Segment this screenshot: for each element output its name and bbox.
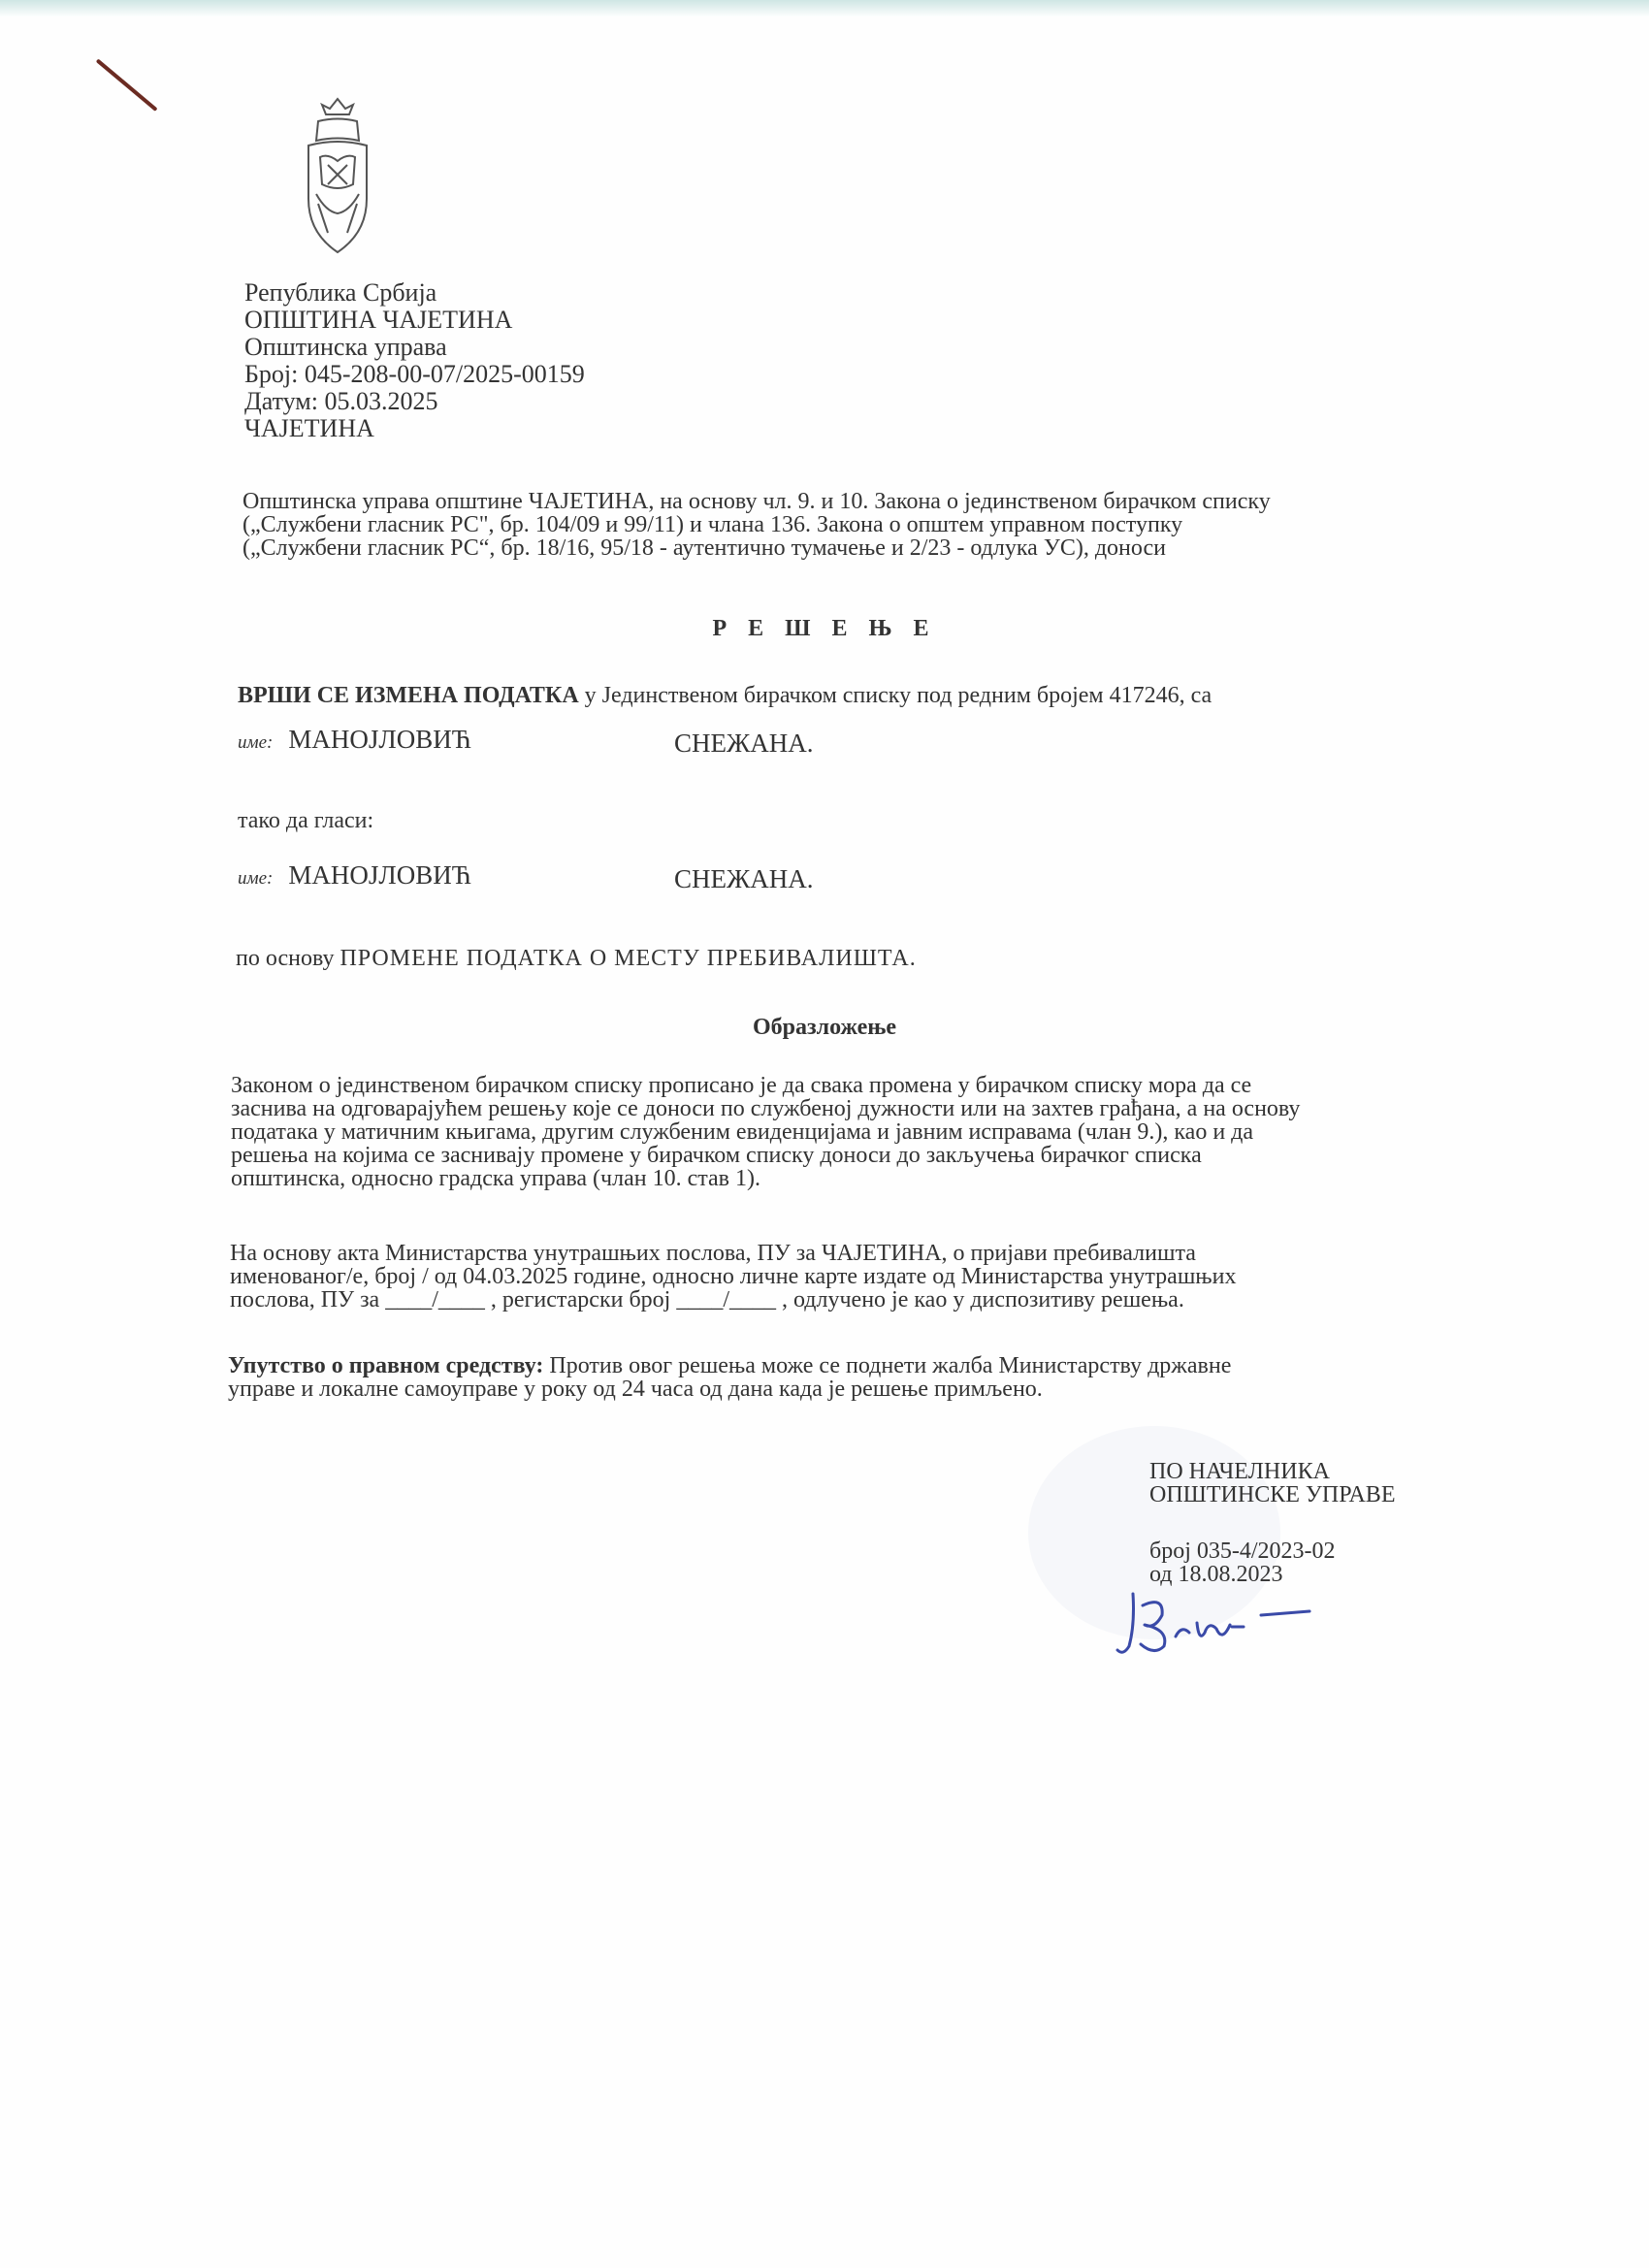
document-header: [244, 279, 585, 442]
reasoning-title: Образложење: [752, 1015, 897, 1040]
legal-remedy-line-2: управе и локалне самоуправе у року од 24 часа од дана када је решење примљено.: [228, 1377, 1043, 1402]
pen-mark: [96, 58, 158, 111]
coat-of-arms-icon: [299, 97, 376, 257]
intro-paragraph: [242, 490, 1467, 560]
intro-line-3: („Службени гласник РС“, бр. 18/16, 95/18 - аутентично тумачење и 2/23 - одлука УС), доноси: [242, 535, 1166, 561]
first-name-new-wrap: [674, 864, 813, 894]
signature-line-2: ОПШТИНСКЕ УПРАВЕ: [1149, 1482, 1396, 1507]
reasoning-p1-line-2: заснива на одговарајућем решењу које се доноси по службеној дужности или на захтев грађана, а на основу: [231, 1096, 1301, 1121]
basis-prefix: по основу: [236, 946, 340, 971]
reasoning-p1-line-3: података у матичним књигама, другим службеним евиденцијама и јавним исправама (члан 9.), као и да: [231, 1119, 1254, 1145]
old-name-line: [238, 725, 471, 755]
signature-line-1: ПО НАЧЕЛНИКА: [1149, 1459, 1330, 1484]
reasoning-p1-line-4: решења на којима се заснивају промене у бирачком списку доноси до закључења бирачког списка: [231, 1143, 1202, 1168]
decision-statement: [238, 683, 1212, 709]
scan-edge: [0, 0, 1649, 17]
header-administration: Општинска управа: [244, 333, 447, 361]
so-that-line: тако да гласи:: [238, 808, 374, 833]
reasoning-paragraph-2: [230, 1242, 1464, 1312]
reasoning-p2-line-2: именованог/е, број / од 04.03.2025 године, односно личне карте издате од Министарства унутрашњих: [230, 1264, 1237, 1289]
decision-title: Р Е Ш Е Њ Е: [712, 616, 937, 641]
reasoning-p1-line-5: општинска, односно градска управа (члан 10. став 1).: [231, 1166, 760, 1191]
name-label-old: име:: [238, 732, 274, 753]
basis-bold: ПРОМЕНЕ ПОДАТКА О МЕСТУ ПРЕБИВАЛИШТА.: [340, 946, 917, 971]
intro-line-1: Општинска управа општине ЧАЈЕТИНА, на основу чл. 9. и 10. Закона о јединственом бирачком списку: [242, 489, 1271, 514]
header-date: Датум: 05.03.2025: [244, 387, 438, 415]
basis-line: [236, 946, 917, 972]
first-name-old-wrap: [674, 729, 813, 759]
first-name-new: СНЕЖАНА.: [674, 864, 814, 893]
signature-line-4: од 18.08.2023: [1149, 1562, 1283, 1587]
reasoning-p1-line-1: Законом о јединственом бирачком списку прописано је да свака промена у бирачком списку мора да се: [231, 1073, 1252, 1098]
reasoning-p2-line-1: На основу акта Министарства унутрашњих послова, ПУ за ЧАЈЕТИНА, о пријави пребивалишта: [230, 1241, 1196, 1266]
legal-remedy-line-1: [228, 1354, 1465, 1377]
reasoning-p2-line-3: послова, ПУ за ____/____ , регистарски број ____/____ , одлучено је као у диспозитиву решења.: [230, 1287, 1184, 1312]
surname-old: МАНОЈЛОВИЋ: [288, 725, 471, 754]
reasoning-paragraph-1: [231, 1074, 1465, 1190]
header-municipality: ОПШТИНА ЧАЈЕТИНА: [244, 306, 513, 334]
intro-line-2: („Службени гласник РС", бр. 104/09 и 99/11) и члана 136. Закона о општем управном поступку: [242, 512, 1183, 537]
decision-rest: у Јединственом бирачком списку под редним бројем 417246, са: [578, 683, 1212, 708]
legal-remedy-label: Упутство о правном средству:: [228, 1353, 544, 1378]
signature-line-3: број 035-4/2023-02: [1149, 1539, 1336, 1564]
first-name-old: СНЕЖАНА.: [674, 729, 814, 758]
header-place: ЧАЈЕТИНА: [244, 414, 374, 442]
header-republic: Република Србија: [244, 278, 437, 307]
legal-remedy-text-1: Против овог решења може се поднети жалба Министарству државне: [543, 1353, 1232, 1378]
header-number: Број: 045-208-00-07/2025-00159: [244, 360, 585, 388]
signature-block: [1149, 1460, 1395, 1586]
decision-bold-part: ВРШИ СЕ ИЗМЕНА ПОДАТКА: [238, 683, 579, 708]
new-name-line: [238, 860, 471, 891]
name-label-new: име:: [238, 868, 274, 889]
surname-new: МАНОЈЛОВИЋ: [288, 860, 471, 890]
handwritten-signature-icon: [1116, 1586, 1358, 1664]
legal-remedy-paragraph: [228, 1354, 1465, 1401]
